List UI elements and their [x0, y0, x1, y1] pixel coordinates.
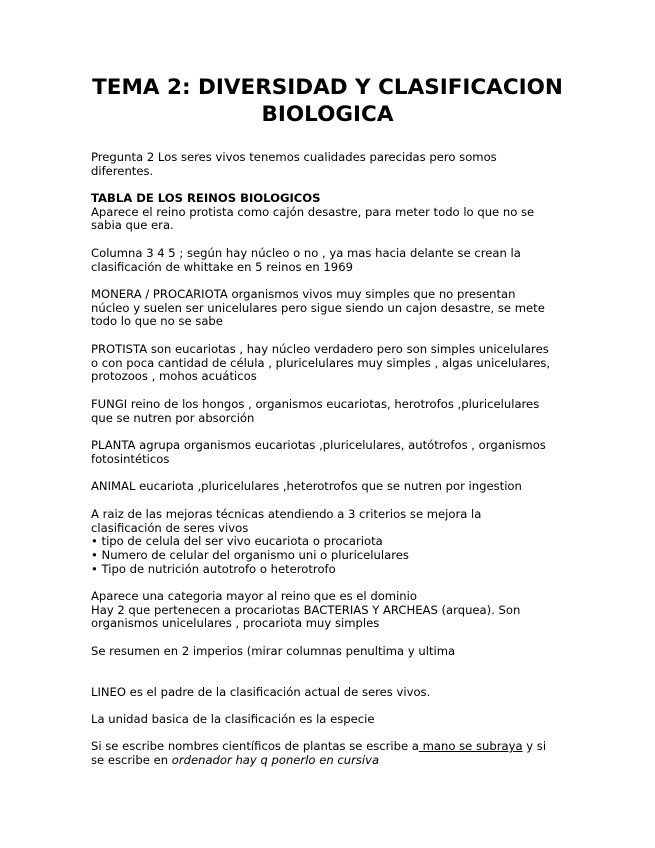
- text-line: fotosintéticos: [91, 451, 170, 466]
- paragraph-dominio: [91, 590, 571, 631]
- title-line-2: BIOLOGICA: [261, 102, 394, 127]
- text-line: diferentes.: [91, 163, 154, 178]
- text-line: PROTISTA son eucariotas , hay núcleo verdadero pero son simples unicelulares: [91, 342, 549, 356]
- text-line: Hay 2 que pertenecen a procariotas BACTERIAS Y ARCHEAS (arquea). Son: [91, 602, 521, 617]
- bullet-item: • Numero de celular del organismo uni o pluricelulares: [91, 548, 409, 563]
- paragraph-tabla: [91, 192, 571, 233]
- paragraph-protista: [91, 343, 571, 384]
- section-heading: TABLA DE LOS REINOS BIOLOGICOS: [91, 191, 321, 205]
- text-line: protozoos , mohos acuáticos: [91, 369, 257, 384]
- text-line: organismos unicelulares , procariota muy simples: [91, 616, 380, 631]
- paragraph-monera: [91, 288, 571, 329]
- paragraph-imperios: [91, 645, 571, 659]
- text-line: [91, 740, 571, 754]
- text-line: Se resumen en 2 imperios (mirar columnas penultima y ultima: [91, 644, 456, 658]
- text-line: PLANTA agrupa organismos eucariotas ,pluricelulares, autótrofos , organismos: [91, 438, 546, 452]
- text-line: LINEO es el padre de la clasificación actual de seres vivos.: [91, 685, 431, 699]
- text-line: o con poca cantidad de célula , pluricelulares muy simples , algas unicelulares,: [91, 355, 551, 370]
- italic-text: ordenador hay q ponerlo en cursiva: [171, 752, 380, 767]
- text-line: Aparece una categoria mayor al reino que es el dominio: [91, 589, 417, 603]
- paragraph-columna: [91, 247, 571, 274]
- text-line: que se nutren por absorción: [91, 410, 255, 425]
- document-body: [91, 0, 571, 848]
- paragraph-animal: [91, 480, 571, 494]
- paragraph-unidad: [91, 713, 571, 727]
- text-line: MONERA / PROCARIOTA organismos vivos muy simples que no presentan: [91, 287, 516, 301]
- paragraph-fungi: [91, 398, 571, 425]
- text-run: Si se escribe nombres científicos de plantas se escribe a: [91, 739, 419, 753]
- text-line: FUNGI reino de los hongos , organismos eucariotas, herotrofos ,pluricelulares: [91, 397, 540, 411]
- text-line: [91, 754, 571, 768]
- paragraph-lineo: [91, 686, 571, 700]
- paragraph-pregunta: [91, 151, 571, 178]
- text-line: clasificación de whittake en 5 reinos en 1969: [91, 259, 353, 274]
- paragraph-criterios: [91, 508, 571, 577]
- paragraph-nombres: [91, 740, 571, 767]
- bullet-item: • tipo de celula del ser vivo eucariota o procariota: [91, 534, 383, 549]
- text-line: ANIMAL eucariota ,pluricelulares ,heterotrofos que se nutren por ingestion: [91, 479, 522, 493]
- text-run: se escribe en: [91, 752, 172, 767]
- text-line: núcleo y suelen ser unicelulares pero sigue siendo un cajon desastre, se mete: [91, 300, 545, 315]
- text-line: clasificación de seres vivos: [91, 520, 249, 535]
- text-line: A raiz de las mejoras técnicas atendiendo a 3 criterios se mejora la: [91, 507, 482, 521]
- paragraph-planta: [91, 439, 571, 466]
- text-line: todo lo que no se sabe: [91, 314, 223, 329]
- text-line: sabia que era.: [91, 218, 174, 233]
- bullet-item: • Tipo de nutrición autotrofo o heterotrofo: [91, 561, 336, 576]
- text-run: y si: [522, 739, 547, 753]
- text-line: Pregunta 2 Los seres vivos tenemos cualidades parecidas pero somos: [91, 150, 497, 164]
- text-line: Columna 3 4 5 ; según hay núcleo o no , ya mas hacia delante se crean la: [91, 246, 521, 260]
- text-line: La unidad basica de la clasificación es la especie: [91, 712, 375, 726]
- underlined-text: mano se subraya: [418, 739, 523, 753]
- text-line: Aparece el reino protista como cajón desastre, para meter todo lo que no se: [91, 204, 535, 219]
- title-line-1: TEMA 2: DIVERSIDAD Y CLASIFICACION: [92, 75, 563, 100]
